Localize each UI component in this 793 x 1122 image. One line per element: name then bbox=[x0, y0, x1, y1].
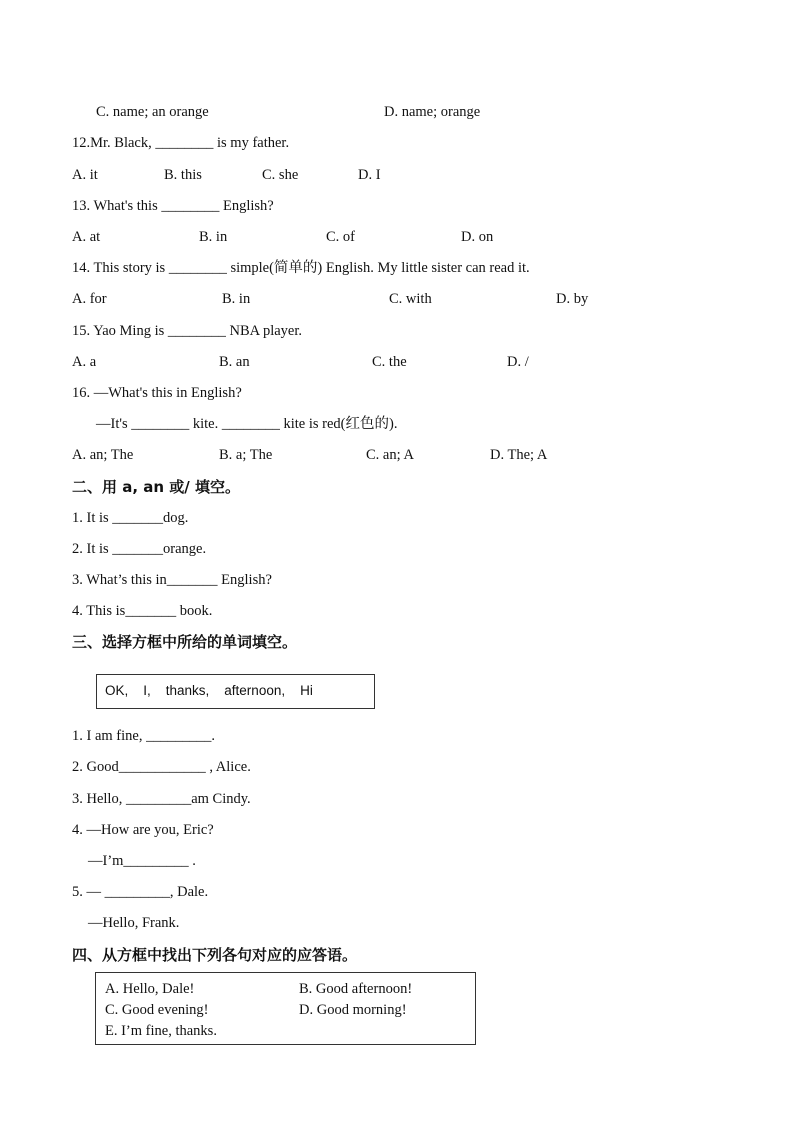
response-option-b: B. Good afternoon! bbox=[299, 981, 413, 997]
q15-stem: 15. Yao Ming is ________ NBA player. bbox=[72, 323, 303, 339]
q11-option-c: C. name; an orange bbox=[96, 104, 209, 120]
q16-option-a: A. an; The bbox=[72, 447, 134, 463]
section3-item-3: 3. Hello, _________am Cindy. bbox=[72, 791, 251, 807]
q14-option-c: C. with bbox=[389, 291, 432, 307]
q12-option-d: D. I bbox=[358, 167, 381, 183]
section2-item-1: 1. It is _______dog. bbox=[72, 510, 189, 526]
q11-option-d: D. name; orange bbox=[384, 104, 481, 120]
q16-stem: 16. —What's this in English? bbox=[72, 385, 242, 401]
q15-option-c: C. the bbox=[372, 354, 407, 370]
section3-heading: 三、选择方框中所给的单词填空。 bbox=[72, 633, 298, 651]
response-option-e: E. I’m fine, thanks. bbox=[105, 1023, 217, 1039]
word-box bbox=[96, 674, 375, 709]
section2-item-2: 2. It is _______orange. bbox=[72, 541, 207, 557]
q14-option-a: A. for bbox=[72, 291, 107, 307]
word-box-text: OK, I, thanks, afternoon, Hi bbox=[105, 683, 313, 698]
q13-option-b: B. in bbox=[199, 229, 228, 245]
q16-stem-reply: —It's ________ kite. ________ kite is red(红色的). bbox=[96, 416, 398, 432]
section3-item-5-reply: —Hello, Frank. bbox=[88, 915, 180, 931]
section3-item-1: 1. I am fine, _________. bbox=[72, 728, 215, 744]
q12-stem: 12.Mr. Black, ________ is my father. bbox=[72, 135, 290, 151]
q15-option-b: B. an bbox=[219, 354, 250, 370]
q15-option-d: D. / bbox=[507, 354, 529, 370]
q14-option-d: D. by bbox=[556, 291, 589, 307]
q12-option-b: B. this bbox=[164, 167, 202, 183]
response-option-a: A. Hello, Dale! bbox=[105, 981, 195, 997]
section2-item-4: 4. This is_______ book. bbox=[72, 603, 213, 619]
response-box bbox=[95, 972, 476, 1045]
q16-option-c: C. an; A bbox=[366, 447, 414, 463]
section3-item-4: 4. —How are you, Eric? bbox=[72, 822, 214, 838]
q13-option-a: A. at bbox=[72, 229, 101, 245]
response-option-d: D. Good morning! bbox=[299, 1002, 407, 1018]
q14-stem: 14. This story is ________ simple(简单的) English. My little sister can read it. bbox=[72, 260, 530, 276]
q12-option-c: C. she bbox=[262, 167, 299, 183]
q13-stem: 13. What's this ________ English? bbox=[72, 198, 274, 214]
response-option-c: C. Good evening! bbox=[105, 1002, 209, 1018]
section2-item-3: 3. What’s this in_______ English? bbox=[72, 572, 272, 588]
section3-item-4-reply: —I’m_________ . bbox=[88, 853, 196, 869]
section2-heading: 二、用 a, an 或/ 填空。 bbox=[72, 478, 240, 496]
q13-option-d: D. on bbox=[461, 229, 494, 245]
section3-item-2: 2. Good____________ , Alice. bbox=[72, 759, 251, 775]
section4-heading: 四、从方框中找出下列各句对应的应答语。 bbox=[72, 946, 358, 964]
section3-item-5: 5. — _________, Dale. bbox=[72, 884, 209, 900]
q14-option-b: B. in bbox=[222, 291, 251, 307]
q13-option-c: C. of bbox=[326, 229, 355, 245]
q12-option-a: A. it bbox=[72, 167, 98, 183]
q16-option-d: D. The; A bbox=[490, 447, 548, 463]
q15-option-a: A. a bbox=[72, 354, 97, 370]
q16-option-b: B. a; The bbox=[219, 447, 273, 463]
